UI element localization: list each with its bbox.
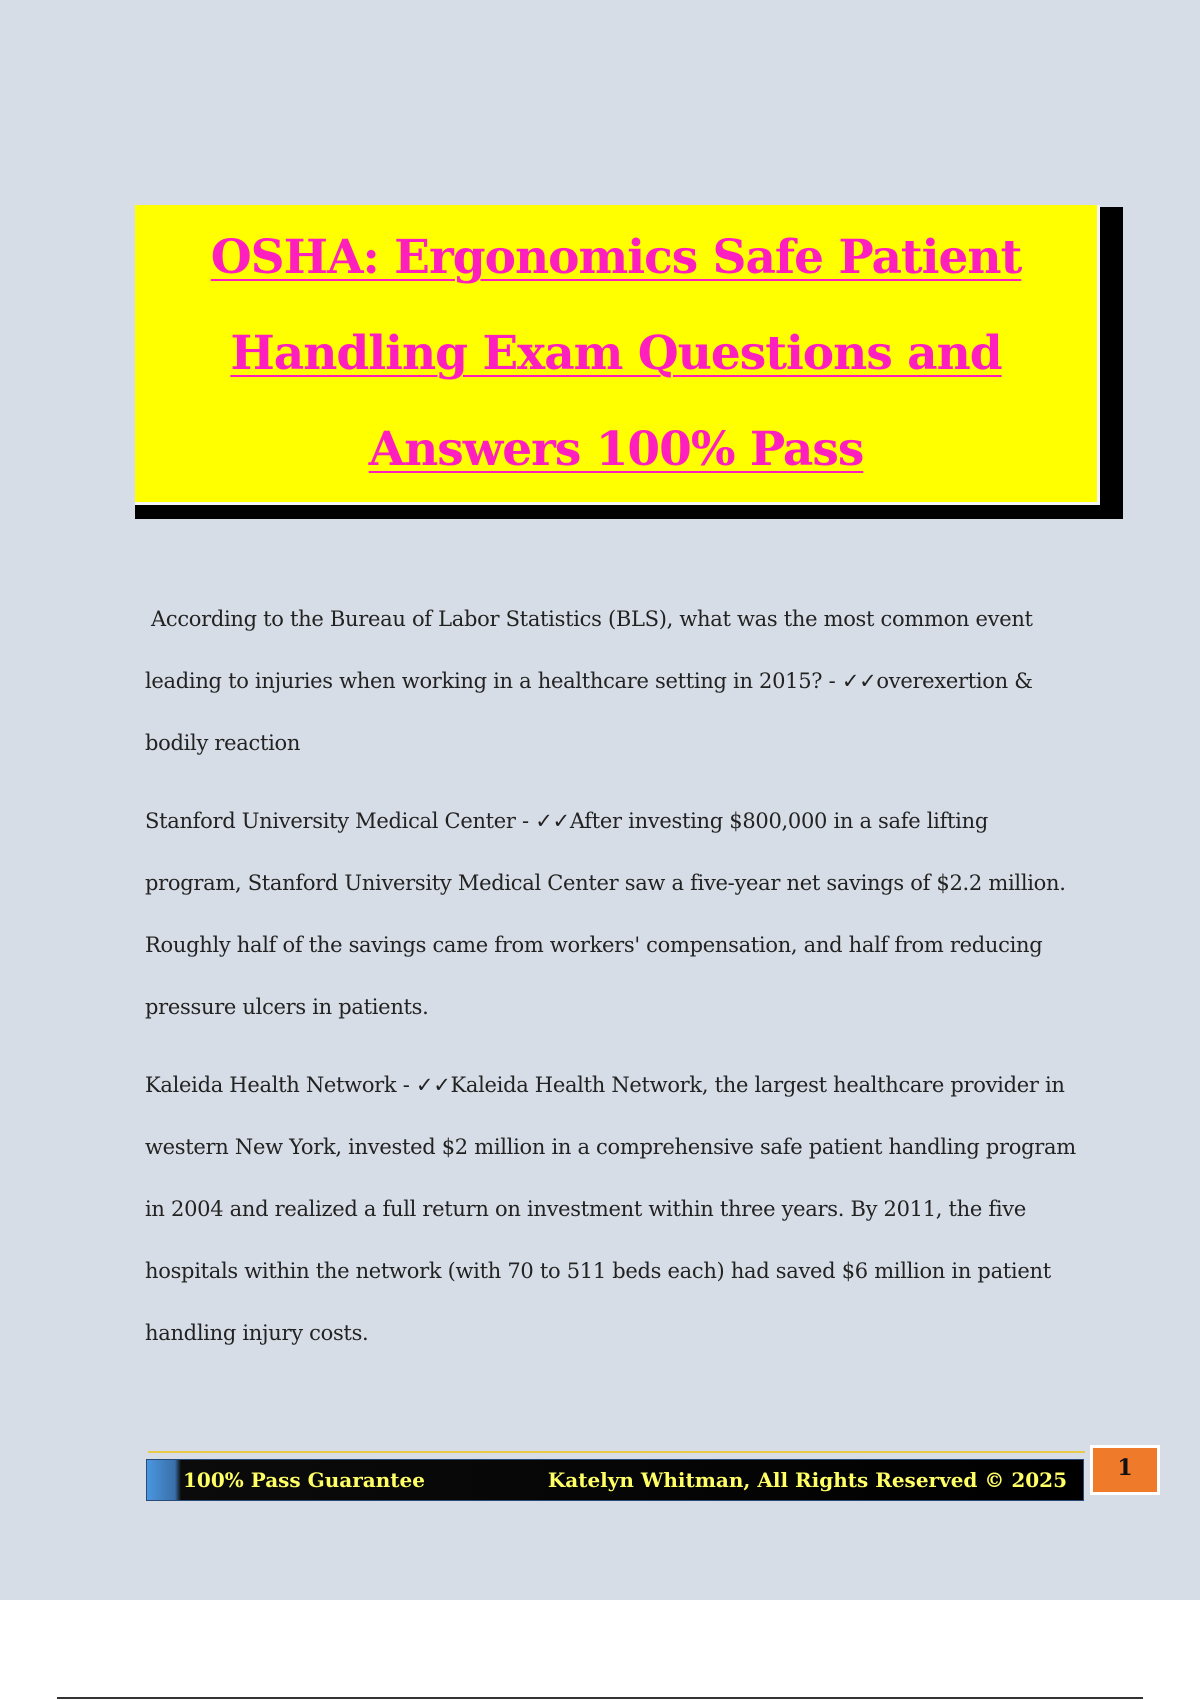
checkmark-icon: ✓✓ [841,669,877,693]
qa-item-3 [145,1054,1085,1364]
qa-separator: - [515,809,536,833]
title-box [135,205,1100,505]
qa-question: Stanford University Medical Center [145,809,516,833]
qa-question: According to the Bureau of Labor Statistics (BLS), what was the most common event leading to injuries when working in a healthcare setting in 2015? [145,607,1033,693]
next-page-rule [57,1697,1143,1699]
qa-answer: Kaleida Health Network, the largest healthcare provider in western New York, invested $2 million in a comprehensive safe patient handling program in 2004 and realized a full return on investment within three years. By 2011, the five hospitals within the network (with 70 to 511 beds each) had saved $6 million in patient handling injury costs. [145,1073,1076,1345]
footer-rule [148,1451,1085,1453]
title-line-3: Answers 100% Pass [368,422,864,477]
qa-question: Kaleida Health Network [145,1073,397,1097]
footer-copyright-text: Katelyn Whitman, All Rights Reserved © 2025 [547,1468,1067,1492]
qa-answer: After investing $800,000 in a safe lifting program, Stanford University Medical Center saw a five-year net savings of $2.2 million. Roughly half of the savings came from workers' compensation, and half from reducing pressure ulcers in patients. [145,809,1066,1019]
page-number-badge: 1 [1090,1445,1160,1495]
qa-item-2 [145,790,1085,1038]
qa-content [145,588,1085,1380]
qa-item-1 [145,588,1085,774]
footer-guarantee-text: 100% Pass Guarantee [183,1468,425,1492]
title-line-2: Handling Exam Questions and [230,326,1002,381]
title-line-1: OSHA: Ergonomics Safe Patient [210,230,1022,285]
footer-bar [146,1459,1084,1501]
checkmark-icon: ✓✓ [535,809,570,833]
qa-separator: - [822,669,842,693]
checkmark-icon: ✓✓ [415,1073,451,1097]
qa-answer: overexertion & bodily reaction [145,669,1033,755]
qa-separator: - [396,1073,416,1097]
